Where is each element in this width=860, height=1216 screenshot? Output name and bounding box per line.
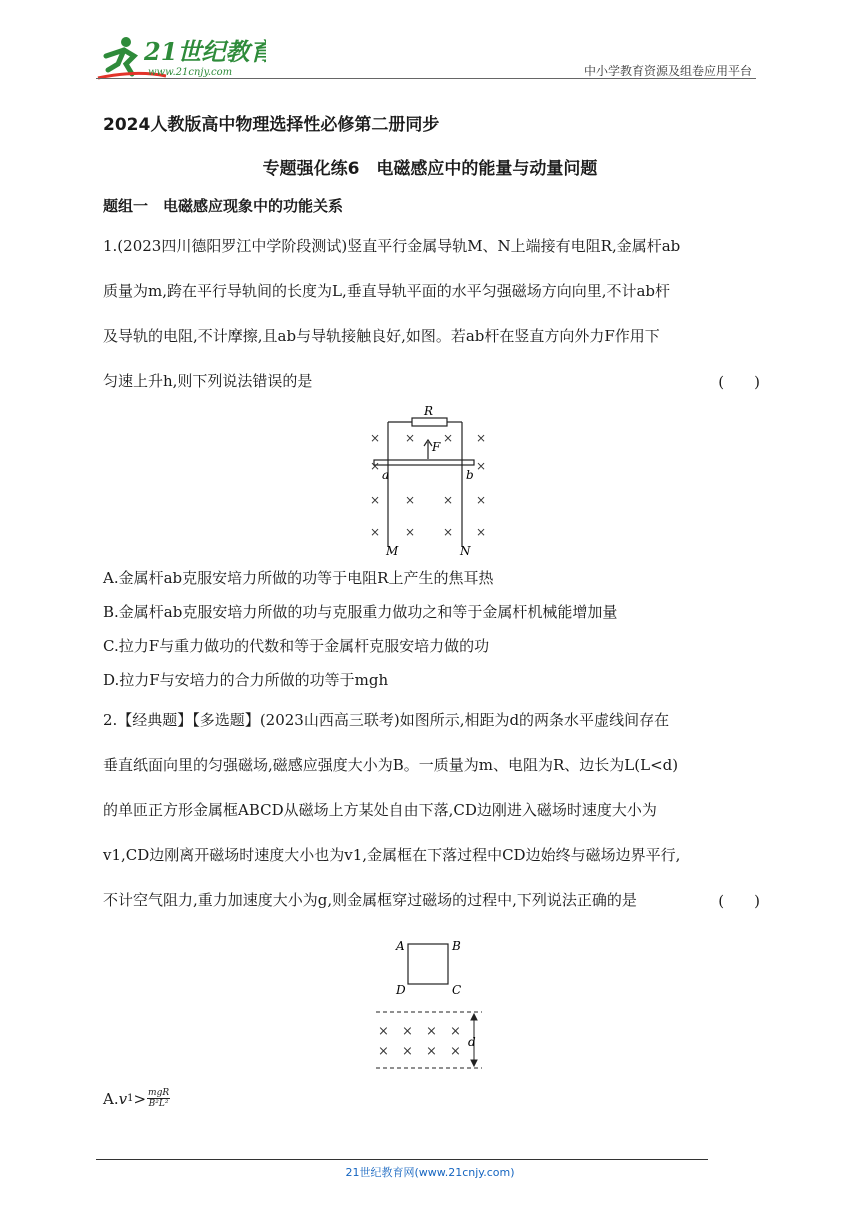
resistor-r xyxy=(412,418,447,426)
svg-text:×: × xyxy=(476,525,487,539)
site-name: 中小学教育资源及组卷应用平台 xyxy=(583,64,752,78)
q2-option-a xyxy=(103,1088,170,1109)
q2-figure xyxy=(370,934,490,1074)
svg-text:×: × xyxy=(405,493,416,507)
q1-line-1: 1.(2023四川德阳罗江中学阶段测试)竖直平行金属导轨M、N上端接有电阻R,金属杆ab xyxy=(103,237,681,255)
label-b: B xyxy=(452,939,461,953)
footer-link[interactable]: 21世纪教育网(www.21cnjy.com) xyxy=(345,1166,515,1179)
svg-text:×: × xyxy=(370,525,381,539)
label-d: D xyxy=(396,983,406,997)
group-title: 题组一 电磁感应现象中的功能关系 xyxy=(103,197,344,215)
svg-text:×: × xyxy=(370,431,381,445)
q2-line-2: 垂直纸面向里的匀强磁场,磁感应强度大小为B。一质量为m、电阻为R、边长为L(L<d) xyxy=(103,756,679,774)
svg-text:×: × xyxy=(402,1024,413,1039)
q1-answer-bracket: ( ) xyxy=(718,373,760,391)
label-f: F xyxy=(432,440,441,454)
q1-figure xyxy=(360,402,500,562)
option-a-prefix: A. xyxy=(103,1089,119,1108)
svg-text:×: × xyxy=(405,431,416,445)
option-a-var: v xyxy=(118,1089,128,1108)
svg-text:×: × xyxy=(443,431,454,445)
svg-text:×: × xyxy=(476,459,487,473)
q2-line-5: 不计空气阻力,重力加速度大小为g,则金属框穿过磁场的过程中,下列说法正确的是 xyxy=(103,891,637,909)
q1-line-4: 匀速上升h,则下列说法错误的是 xyxy=(103,372,313,390)
q2-line-1: 2.【经典题】【多选题】(2023山西高三联考)如图所示,相距为d的两条水平虚线间存在 xyxy=(103,711,670,729)
header-rule xyxy=(96,78,756,79)
svg-text:×: × xyxy=(450,1044,461,1059)
field-boundaries xyxy=(376,1012,482,1068)
svg-text:×: × xyxy=(402,1044,413,1059)
q1-option-d: D.拉力F与安培力的合力所做的功等于mgh xyxy=(103,671,389,689)
svg-text:×: × xyxy=(370,459,381,473)
svg-text:×: × xyxy=(405,525,416,539)
q1-line-3: 及导轨的电阻,不计摩擦,且ab与导轨接触良好,如图。若ab杆在竖直方向外力F作用下 xyxy=(103,327,660,345)
q2-line-3: 的单匝正方形金属框ABCD从磁场上方某处自由下落,CD边刚进入磁场时速度大小为 xyxy=(103,801,657,819)
logo-url: www.21cnjy.com xyxy=(148,67,233,78)
label-r: R xyxy=(424,404,434,418)
square-frame-abcd xyxy=(408,944,448,984)
label-c: C xyxy=(452,983,462,997)
svg-text:×: × xyxy=(370,493,381,507)
footer-rule xyxy=(96,1159,708,1160)
label-m: M xyxy=(386,544,399,558)
fraction-numerator: mgR xyxy=(148,1088,170,1098)
svg-text:×: × xyxy=(378,1024,389,1039)
svg-text:×: × xyxy=(443,493,454,507)
q1-option-c: C.拉力F与重力做功的代数和等于金属杆克服安培力做的功 xyxy=(103,637,490,655)
document-title: 2024人教版高中物理选择性必修第二册同步 xyxy=(103,115,440,135)
section-title: 专题强化练6 电磁感应中的能量与动量问题 xyxy=(262,159,598,179)
label-d-distance: d xyxy=(468,1035,476,1049)
svg-text:×: × xyxy=(450,1024,461,1039)
magnetic-field-crosses xyxy=(378,1024,461,1059)
svg-text:×: × xyxy=(476,431,487,445)
q1-line-2: 质量为m,跨在平行导轨间的长度为L,垂直导轨平面的水平匀强磁场方向向里,不计ab杆 xyxy=(103,282,671,300)
q1-option-a: A.金属杆ab克服安培力所做的功等于电阻R上产生的焦耳热 xyxy=(103,569,494,587)
q2-answer-bracket: ( ) xyxy=(718,892,760,910)
label-b: b xyxy=(466,468,474,482)
label-n: N xyxy=(460,544,471,558)
label-a: A xyxy=(396,939,405,953)
option-a-op: > xyxy=(133,1089,147,1108)
option-a-fraction xyxy=(147,1088,170,1109)
site-logo[interactable] xyxy=(96,34,266,84)
q1-option-b: B.金属杆ab克服安培力所做的功与克服重力做功之和等于金属杆机械能增加量 xyxy=(103,603,618,621)
rod-ab xyxy=(374,460,474,465)
option-a-sub: 1 xyxy=(127,1093,134,1104)
svg-text:×: × xyxy=(476,493,487,507)
label-a: a xyxy=(382,468,390,482)
svg-text:×: × xyxy=(378,1044,389,1059)
svg-text:×: × xyxy=(426,1044,437,1059)
q2-line-4: v1,CD边刚离开磁场时速度大小也为v1,金属框在下落过程中CD边始终与磁场边界平行, xyxy=(103,846,681,864)
logo-text: 21世纪教育 xyxy=(144,37,266,66)
svg-text:×: × xyxy=(426,1024,437,1039)
svg-text:×: × xyxy=(443,525,454,539)
fraction-denominator: B²L² xyxy=(148,1099,169,1109)
